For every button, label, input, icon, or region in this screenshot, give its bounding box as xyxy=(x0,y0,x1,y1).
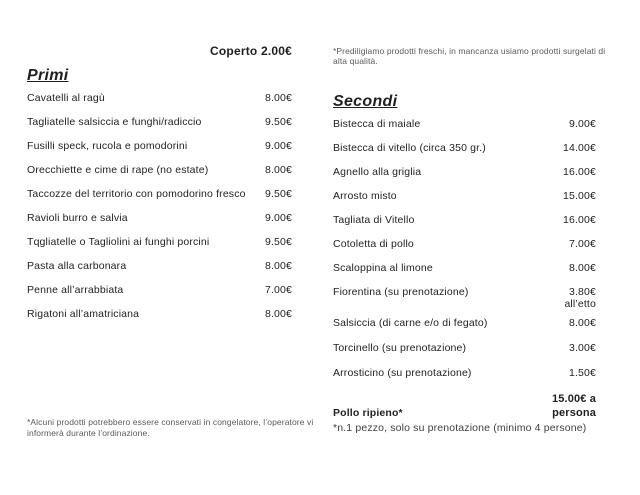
menu-item xyxy=(333,286,596,310)
menu-item-price-line1: 15.00€ a xyxy=(551,393,596,405)
primi-title: Primi xyxy=(27,67,69,84)
menu-item xyxy=(333,317,596,330)
menu-item-name: Rigatoni all’amatriciana xyxy=(27,308,140,320)
menu-item-price xyxy=(552,392,596,420)
menu-item-price: 7.00€ xyxy=(264,284,292,296)
fresh-products-note: *Prediligiamo prodotti freschi, in mancanza usiamo prodotti surgelati di alta qualità. xyxy=(333,46,606,66)
menu-item xyxy=(333,190,596,203)
menu-item xyxy=(27,92,292,105)
menu-item xyxy=(27,164,292,177)
menu-item-price: 8.00€ xyxy=(568,262,596,274)
menu-item-price: 7.00€ xyxy=(568,238,596,250)
menu-item xyxy=(27,260,292,273)
menu-item-price: 8.00€ xyxy=(264,92,292,104)
menu-item-name: Pollo ripieno* xyxy=(333,407,403,419)
menu-item-price: 16.00€ xyxy=(562,214,596,226)
menu-item-name: Arrosto misto xyxy=(333,190,397,202)
menu-item-price: 8.00€ xyxy=(264,260,292,272)
menu-item xyxy=(333,367,596,380)
menu-item xyxy=(333,238,596,251)
menu-item-price: 15.00€ xyxy=(562,190,596,202)
menu-item-name: Arrosticino (su prenotazione) xyxy=(333,367,472,379)
menu-item-price: 14.00€ xyxy=(562,142,596,154)
menu-item-price: 9.00€ xyxy=(568,118,596,130)
pollo-reservation-note: *n.1 pezzo, solo su prenotazione (minimo 4 persone) xyxy=(333,422,587,434)
menu-item-price: 1.50€ xyxy=(568,367,596,379)
menu-item-price-line2: persona xyxy=(552,407,596,419)
menu-item-price: 9.50€ xyxy=(264,116,292,128)
menu-item-name: Bistecca di maiale xyxy=(333,118,421,130)
menu-item xyxy=(27,140,292,153)
menu-item-name: Tagliatelle salsiccia e funghi/radiccio xyxy=(27,116,202,128)
menu-item xyxy=(27,116,292,129)
menu-item-price xyxy=(564,286,596,310)
menu-item-price: 8.00€ xyxy=(264,164,292,176)
menu-item-name: Cavatelli al ragù xyxy=(27,92,105,104)
menu-item xyxy=(27,236,292,249)
menu-item-price: 3.00€ xyxy=(568,342,596,354)
menu-item-name: Ravioli burro e salvia xyxy=(27,212,128,224)
menu-item-price: 9.50€ xyxy=(264,236,292,248)
menu-item-price-amount: 3.80€ xyxy=(568,286,596,298)
menu-item-name: Pasta alla carbonara xyxy=(27,260,127,272)
menu-item xyxy=(333,118,596,131)
menu-item xyxy=(333,342,596,355)
menu-item xyxy=(333,262,596,275)
menu-item-name: Taccozze del territorio con pomodorino fresco xyxy=(27,188,246,200)
menu-item-price-unit: all’etto xyxy=(564,298,596,310)
menu-item-pollo-ripieno xyxy=(333,392,596,420)
menu-item-name: Orecchiette e cime di rape (no estate) xyxy=(27,164,209,176)
menu-item-name: Scaloppina al limone xyxy=(333,262,433,274)
menu-item xyxy=(27,188,292,201)
menu-item xyxy=(333,166,596,179)
menu-item xyxy=(27,308,292,321)
coperto-label: Coperto 2.00€ xyxy=(210,44,292,58)
menu-item-name: Agnello alla griglia xyxy=(333,166,422,178)
menu-item xyxy=(333,142,596,155)
menu-item-name: Salsiccia (di carne e/o di fegato) xyxy=(333,317,488,329)
frozen-products-footnote: *Alcuni prodotti potrebbero essere conservati in congelatore, l’operatore vi informerà durante l’ordinazione. xyxy=(27,417,314,438)
menu-item-price: 8.00€ xyxy=(264,308,292,320)
menu-item-price: 9.00€ xyxy=(264,212,292,224)
menu-item-name: Bistecca di vitello (circa 350 gr.) xyxy=(333,142,486,154)
menu-item-name: Torcinello (su prenotazione) xyxy=(333,342,467,354)
primi-column xyxy=(27,44,292,332)
menu-item-name: Fiorentina (su prenotazione) xyxy=(333,286,469,298)
menu-item xyxy=(333,214,596,227)
menu-item-price: 8.00€ xyxy=(568,317,596,329)
secondi-column xyxy=(333,46,606,435)
menu-item-price: 16.00€ xyxy=(562,166,596,178)
menu-item xyxy=(27,212,292,225)
menu-item xyxy=(27,284,292,297)
menu-item-name: Fusilli speck, rucola e pomodorini xyxy=(27,140,188,152)
secondi-title: Secondi xyxy=(333,93,398,110)
menu-item-name: Penne all’arrabbiata xyxy=(27,284,124,296)
menu-item-name: Tagliata di Vitello xyxy=(333,214,415,226)
menu-item-price: 9.00€ xyxy=(264,140,292,152)
menu-item-name: Cotoletta di pollo xyxy=(333,238,414,250)
menu-item-name: Tqgliatelle o Tagliolini ai funghi porcini xyxy=(27,236,210,248)
menu-item-price: 9.50€ xyxy=(264,188,292,200)
